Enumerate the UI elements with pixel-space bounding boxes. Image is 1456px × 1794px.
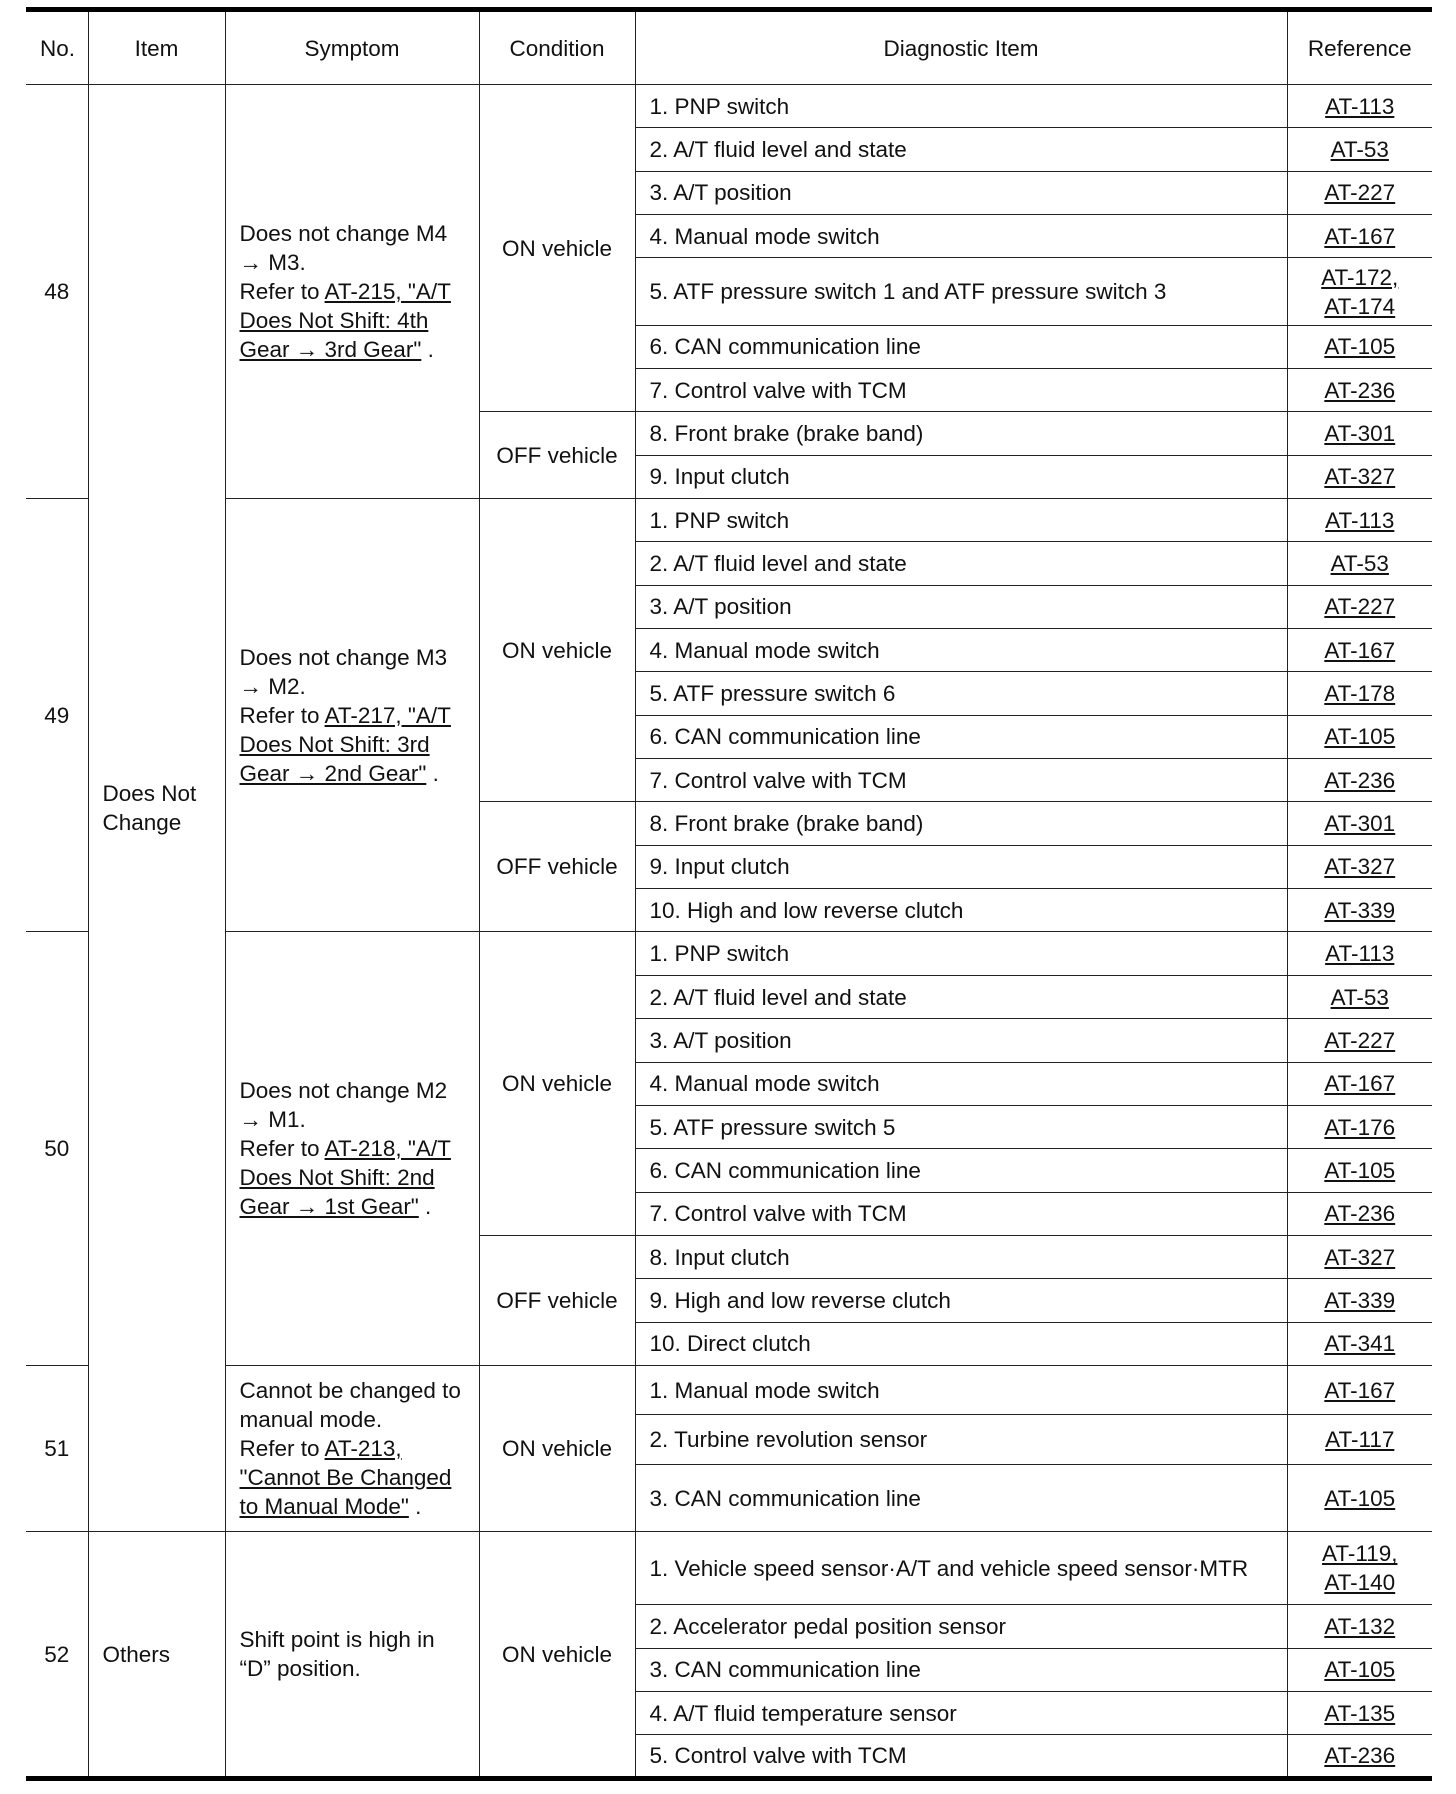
diagnostic-item: 2. A/T fluid level and state <box>635 975 1287 1018</box>
symptom-tail-text: . <box>408 1494 422 1520</box>
reference-cell <box>1287 672 1432 715</box>
reference-cell <box>1287 455 1432 498</box>
header-symptom: Symptom <box>225 10 479 85</box>
reference-link[interactable]: AT-132 <box>1324 1614 1396 1640</box>
table-row <box>26 1365 1432 1414</box>
reference-cell <box>1287 1605 1432 1648</box>
diagnostic-item: 1. Vehicle speed sensor·A/T and vehicle speed sensor·MTR <box>635 1532 1287 1605</box>
reference-link[interactable]: AT-301 <box>1324 421 1396 447</box>
diagnostic-item: 10. Direct clutch <box>635 1322 1287 1365</box>
reference-cell <box>1287 802 1432 845</box>
condition-cell: ON vehicle <box>479 1365 635 1532</box>
reference-link[interactable]: AT-167 <box>1324 1377 1396 1403</box>
diagnostic-item: 9. Input clutch <box>635 455 1287 498</box>
reference-link[interactable]: AT-341 <box>1324 1331 1396 1357</box>
reference-link[interactable]: AT-172, <box>1321 264 1399 290</box>
condition-cell: ON vehicle <box>479 85 635 412</box>
symptom-text: → M3. <box>239 250 306 276</box>
diagnostic-item: 2. Turbine revolution sensor <box>635 1415 1287 1464</box>
reference-link[interactable]: AT-140 <box>1324 1570 1396 1596</box>
reference-cell <box>1287 412 1432 455</box>
header-no: No. <box>26 10 88 85</box>
item-label: Does Not <box>102 781 197 807</box>
reference-cell <box>1287 1149 1432 1192</box>
diagnostic-item: 10. High and low reverse clutch <box>635 889 1287 932</box>
symptom-cell <box>225 85 479 499</box>
symptom-reference-link[interactable]: AT-218, "A/T <box>324 1136 451 1162</box>
symptom-text: “D” position. <box>239 1656 361 1682</box>
diagnostic-item: 6. CAN communication line <box>635 1149 1287 1192</box>
symptom-text: Cannot be changed to <box>239 1378 461 1404</box>
reference-cell <box>1287 128 1432 171</box>
reference-link[interactable]: AT-174 <box>1324 293 1396 319</box>
reference-cell <box>1287 1365 1432 1414</box>
diagnostic-item: 1. PNP switch <box>635 932 1287 975</box>
table-body <box>26 85 1432 1779</box>
diagnostic-item: 8. Front brake (brake band) <box>635 802 1287 845</box>
condition-cell: OFF vehicle <box>479 412 635 499</box>
reference-link[interactable]: AT-339 <box>1324 897 1396 923</box>
symptom-text: Does not change M4 <box>239 221 448 247</box>
reference-link[interactable]: AT-178 <box>1324 681 1396 707</box>
symptom-refer-text: Refer to <box>239 1136 325 1162</box>
diagnostic-item: 5. ATF pressure switch 1 and ATF pressure switch 3 <box>635 258 1287 325</box>
symptom-reference-link[interactable]: Gear → 3rd Gear" <box>239 337 422 363</box>
symptom-reference-link[interactable]: Gear → 2nd Gear" <box>239 760 427 786</box>
diagnostic-item: 2. A/T fluid level and state <box>635 128 1287 171</box>
reference-link[interactable]: AT-119, <box>1322 1541 1398 1567</box>
diagnostic-item: 8. Input clutch <box>635 1235 1287 1278</box>
reference-link[interactable]: AT-135 <box>1324 1700 1396 1726</box>
reference-link[interactable]: AT-227 <box>1324 1027 1396 1053</box>
reference-link[interactable]: AT-236 <box>1324 1201 1396 1227</box>
symptom-cell <box>225 1365 479 1532</box>
reference-link[interactable]: AT-301 <box>1324 811 1396 837</box>
condition-cell: ON vehicle <box>479 932 635 1235</box>
diagnostic-item: 4. A/T fluid temperature sensor <box>635 1692 1287 1735</box>
diagnostic-item: 2. Accelerator pedal position sensor <box>635 1605 1287 1648</box>
symptom-tail-text: . <box>421 337 434 363</box>
reference-cell <box>1287 325 1432 368</box>
table-row <box>26 932 1432 975</box>
reference-cell <box>1287 1692 1432 1735</box>
reference-cell <box>1287 1532 1432 1605</box>
reference-cell <box>1287 585 1432 628</box>
diagnostic-item: 4. Manual mode switch <box>635 629 1287 672</box>
reference-link[interactable]: AT-105 <box>1324 724 1396 750</box>
reference-cell <box>1287 1192 1432 1235</box>
symptom-reference-link[interactable]: Does Not Shift: 4th <box>239 308 429 334</box>
symptom-text: manual mode. <box>239 1407 383 1433</box>
reference-cell <box>1287 975 1432 1018</box>
header-row <box>26 10 1432 85</box>
reference-cell <box>1287 542 1432 585</box>
symptom-cell <box>225 499 479 932</box>
reference-cell <box>1287 171 1432 214</box>
symptom-reference-link[interactable]: Does Not Shift: 2nd <box>239 1165 435 1191</box>
reference-cell <box>1287 1019 1432 1062</box>
symptom-reference-link[interactable]: AT-217, "A/T <box>324 702 451 728</box>
reference-link[interactable]: AT-236 <box>1324 767 1396 793</box>
symptom-reference-link[interactable]: AT-213, <box>324 1436 402 1462</box>
reference-link[interactable]: AT-227 <box>1324 594 1396 620</box>
symptom-tail-text: . <box>426 760 439 786</box>
header-diagnostic-item: Diagnostic Item <box>635 10 1287 85</box>
table-row <box>26 499 1432 542</box>
diagnostic-item: 7. Control valve with TCM <box>635 759 1287 802</box>
reference-cell <box>1287 1322 1432 1365</box>
reference-cell <box>1287 1235 1432 1278</box>
header-reference: Reference <box>1287 10 1432 85</box>
reference-cell <box>1287 1735 1432 1779</box>
reference-link[interactable]: AT-167 <box>1324 1071 1396 1097</box>
symptom-text: → M1. <box>239 1107 306 1133</box>
diagnostic-item: 9. High and low reverse clutch <box>635 1279 1287 1322</box>
item-label: Change <box>102 810 182 836</box>
item-label: Others <box>102 1641 171 1667</box>
symptom-refer-text: Refer to <box>239 1436 325 1462</box>
row-number: 49 <box>26 499 88 932</box>
diagnostic-item: 5. ATF pressure switch 6 <box>635 672 1287 715</box>
reference-cell <box>1287 215 1432 258</box>
reference-link[interactable]: AT-105 <box>1324 1485 1396 1511</box>
symptom-text: → M2. <box>239 673 306 699</box>
diagnostic-item: 7. Control valve with TCM <box>635 1192 1287 1235</box>
reference-link[interactable]: AT-176 <box>1324 1114 1396 1140</box>
symptom-reference-link[interactable]: Gear → 1st Gear" <box>239 1194 419 1220</box>
reference-link[interactable]: AT-53 <box>1330 137 1389 163</box>
symptom-reference-link[interactable]: to Manual Mode" <box>239 1494 409 1520</box>
diagnostic-item: 6. CAN communication line <box>635 715 1287 758</box>
diagnosis-table <box>26 7 1432 1781</box>
reference-link[interactable]: AT-105 <box>1324 1157 1396 1183</box>
symptom-cell <box>225 932 479 1365</box>
row-number: 48 <box>26 85 88 499</box>
row-number: 50 <box>26 932 88 1365</box>
reference-link[interactable]: AT-327 <box>1324 854 1396 880</box>
condition-cell: ON vehicle <box>479 499 635 802</box>
reference-cell <box>1287 369 1432 412</box>
diagnostic-item: 8. Front brake (brake band) <box>635 412 1287 455</box>
symptom-cell <box>225 1532 479 1779</box>
reference-link[interactable]: AT-327 <box>1324 464 1396 490</box>
reference-link[interactable]: AT-227 <box>1324 180 1396 206</box>
row-number: 52 <box>26 1532 88 1779</box>
reference-cell <box>1287 1105 1432 1148</box>
reference-cell <box>1287 85 1432 128</box>
reference-link[interactable]: AT-53 <box>1330 984 1389 1010</box>
condition-cell: ON vehicle <box>479 1532 635 1779</box>
reference-link[interactable]: AT-236 <box>1324 377 1396 403</box>
reference-cell <box>1287 1415 1432 1464</box>
reference-link[interactable]: AT-113 <box>1325 507 1395 533</box>
reference-link[interactable]: AT-117 <box>1325 1427 1395 1453</box>
symptom-text: Does not change M2 <box>239 1078 448 1104</box>
diagnostic-item: 3. A/T position <box>635 585 1287 628</box>
reference-cell <box>1287 932 1432 975</box>
reference-link[interactable]: AT-113 <box>1325 941 1395 967</box>
reference-cell <box>1287 499 1432 542</box>
diagnostic-item: 6. CAN communication line <box>635 325 1287 368</box>
reference-cell <box>1287 1279 1432 1322</box>
item-cell <box>88 85 225 1532</box>
diagnostic-item: 2. A/T fluid level and state <box>635 542 1287 585</box>
symptom-text: Does not change M3 <box>239 644 448 670</box>
reference-cell <box>1287 759 1432 802</box>
diagnostic-item: 1. PNP switch <box>635 499 1287 542</box>
reference-cell <box>1287 715 1432 758</box>
reference-link[interactable]: AT-167 <box>1324 637 1396 663</box>
reference-cell <box>1287 258 1432 325</box>
table-row <box>26 85 1432 128</box>
symptom-reference-link[interactable]: "Cannot Be Changed <box>239 1465 452 1491</box>
diagnostic-item: 4. Manual mode switch <box>635 215 1287 258</box>
symptom-text: Shift point is high in <box>239 1627 435 1653</box>
header-condition: Condition <box>479 10 635 85</box>
symptom-refer-text: Refer to <box>239 279 325 305</box>
table-row <box>26 1532 1432 1605</box>
diagnostic-item: 3. A/T position <box>635 171 1287 214</box>
diagnostic-item: 7. Control valve with TCM <box>635 369 1287 412</box>
condition-cell: OFF vehicle <box>479 1235 635 1365</box>
symptom-reference-link[interactable]: Does Not Shift: 3rd <box>239 731 430 757</box>
reference-link[interactable]: AT-53 <box>1330 551 1389 577</box>
reference-link[interactable]: AT-105 <box>1324 334 1396 360</box>
reference-link[interactable]: AT-105 <box>1324 1657 1396 1683</box>
reference-link[interactable]: AT-113 <box>1325 93 1395 119</box>
reference-cell <box>1287 845 1432 888</box>
diagnostic-item: 3. CAN communication line <box>635 1464 1287 1532</box>
diagnostic-item: 4. Manual mode switch <box>635 1062 1287 1105</box>
diagnostic-item: 1. Manual mode switch <box>635 1365 1287 1414</box>
condition-cell: OFF vehicle <box>479 802 635 932</box>
symptom-tail-text: . <box>418 1194 432 1220</box>
reference-cell <box>1287 629 1432 672</box>
diagnostic-item: 9. Input clutch <box>635 845 1287 888</box>
reference-link[interactable]: AT-167 <box>1324 223 1396 249</box>
diagnostic-item: 3. A/T position <box>635 1019 1287 1062</box>
reference-cell <box>1287 1648 1432 1691</box>
symptom-refer-text: Refer to <box>239 702 325 728</box>
diagnostic-item: 5. ATF pressure switch 5 <box>635 1105 1287 1148</box>
header-item: Item <box>88 10 225 85</box>
reference-cell <box>1287 889 1432 932</box>
item-cell <box>88 1532 225 1779</box>
reference-cell <box>1287 1464 1432 1532</box>
reference-link[interactable]: AT-339 <box>1324 1287 1396 1313</box>
diagnostic-item: 3. CAN communication line <box>635 1648 1287 1691</box>
reference-link[interactable]: AT-327 <box>1324 1244 1396 1270</box>
diagnostic-item: 1. PNP switch <box>635 85 1287 128</box>
symptom-reference-link[interactable]: AT-215, "A/T <box>324 279 451 305</box>
row-number: 51 <box>26 1365 88 1532</box>
reference-cell <box>1287 1062 1432 1105</box>
diagnostic-item: 5. Control valve with TCM <box>635 1735 1287 1779</box>
reference-link[interactable]: AT-236 <box>1324 1743 1396 1769</box>
